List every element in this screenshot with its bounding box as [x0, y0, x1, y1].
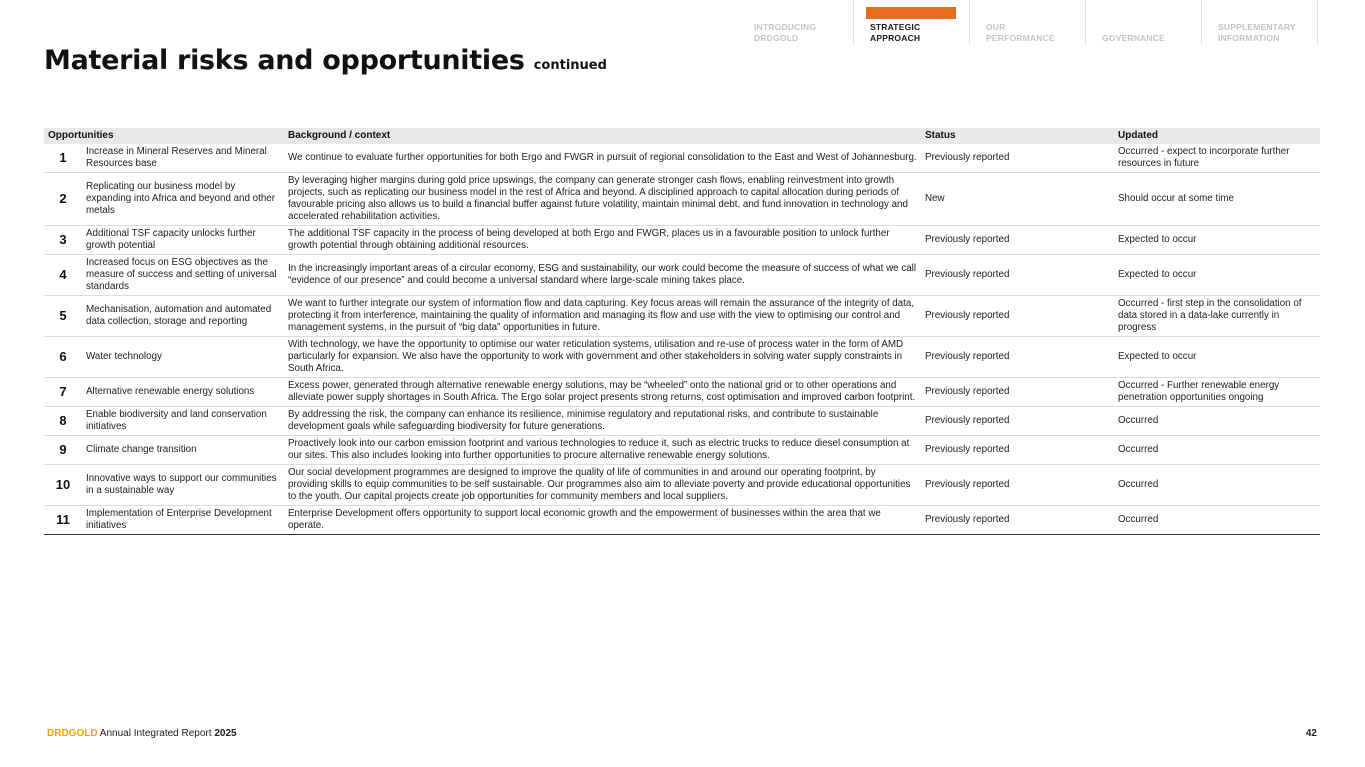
background-cell: Enterprise Development offers opportunity to support local economic growth and the empowerment of businesses within the area that we operate.: [284, 506, 921, 535]
row-number: 10: [44, 465, 82, 506]
table-row: [44, 506, 1320, 535]
background-cell: By leveraging higher margins during gold price upswings, the company can generate stronger cash flows, enabling reinvestment into growth projects, such as replicating our business model in the rest of Africa and beyond. A disciplined approach to capital allocation during periods of favourable pricing also allows us to build a financial buffer against future volatility, maintain minimal debt, and fund innovation in technology and accelerated rehabilitation activities.: [284, 173, 921, 226]
row-number: 4: [44, 255, 82, 296]
status-cell: Previously reported: [921, 255, 1114, 296]
table-row: [44, 436, 1320, 465]
nav-tab-label: OUR PERFORMANCE: [986, 22, 1055, 43]
row-number: 2: [44, 173, 82, 226]
nav-tab-label: STRATEGIC APPROACH: [870, 22, 921, 43]
nav-tab-label: SUPPLEMENTARY INFORMATION: [1218, 22, 1296, 43]
background-cell: By addressing the risk, the company can enhance its resilience, minimise regulatory and reputational risks, and contribute to sustainable development goals while safeguarding biodiversity for future generations.: [284, 407, 921, 436]
table-row: [44, 144, 1320, 173]
background-cell: Proactively look into our carbon emission footprint and various technologies to reduce it, such as electric trucks to reduce diesel consumption at our sites. This also includes looking into further opportunities to procure alternative renewable energy solutions.: [284, 436, 921, 465]
status-cell: Previously reported: [921, 144, 1114, 173]
updated-cell: Expected to occur: [1114, 337, 1320, 378]
footer-report-name: Annual Integrated Report: [99, 728, 212, 739]
page-title-suffix: continued: [533, 58, 607, 73]
background-cell: Excess power, generated through alternative renewable energy solutions, may be “wheeled” onto the national grid or to other operations and alleviate power supply shortages in South Africa. The Ergo solar project presents strong returns, cost optimisation and improved carbon footprint.: [284, 378, 921, 407]
opportunity-cell: Increase in Mineral Reserves and Mineral Resources base: [82, 144, 284, 173]
row-number: 3: [44, 226, 82, 255]
status-cell: Previously reported: [921, 465, 1114, 506]
header-opportunities: Opportunities: [44, 128, 284, 144]
updated-cell: Occurred: [1114, 436, 1320, 465]
row-number: 1: [44, 144, 82, 173]
footer-year: 2025: [214, 728, 237, 739]
header-updated: Updated: [1114, 128, 1320, 144]
table-row: [44, 337, 1320, 378]
background-cell: We continue to evaluate further opportunities for both Ergo and FWGR in pursuit of regional consolidation to the East and West of Johannesburg.: [284, 144, 921, 173]
status-cell: Previously reported: [921, 506, 1114, 535]
updated-cell: Occurred: [1114, 465, 1320, 506]
updated-cell: Expected to occur: [1114, 255, 1320, 296]
footer-brand: DRDGOLD: [47, 728, 98, 739]
table-row: [44, 226, 1320, 255]
opportunities-table: [44, 128, 1320, 535]
nav-tab-2[interactable]: [970, 0, 1086, 45]
updated-cell: Occurred - expect to incorporate further resources in future: [1114, 144, 1320, 173]
header-background: Background / context: [284, 128, 921, 144]
nav-tab-1[interactable]: [854, 0, 970, 45]
table-row: [44, 255, 1320, 296]
table-row: [44, 378, 1320, 407]
updated-cell: Occurred - first step in the consolidation of data stored in a data-lake currently in progress: [1114, 296, 1320, 337]
page-title-text: Material risks and opportunities: [44, 45, 525, 76]
opportunity-cell: Climate change transition: [82, 436, 284, 465]
nav-tab-label: INTRODUCING DRDGOLD: [754, 22, 817, 43]
background-cell: With technology, we have the opportunity to optimise our water reticulation systems, utilisation and re-use of process water in the form of AMD particularly for expansion. We also have the opportunity to work with government and other stakeholders in solving water supply constraints in South Africa.: [284, 337, 921, 378]
status-cell: New: [921, 173, 1114, 226]
opportunity-cell: Replicating our business model by expanding into Africa and beyond and other metals: [82, 173, 284, 226]
row-number: 6: [44, 337, 82, 378]
status-cell: Previously reported: [921, 226, 1114, 255]
table-body: [44, 144, 1320, 535]
nav-tab-3[interactable]: [1086, 0, 1202, 45]
header-status: Status: [921, 128, 1114, 144]
nav-tab-label: GOVERNANCE: [1102, 33, 1165, 43]
page-title: [44, 45, 607, 76]
table-row: [44, 296, 1320, 337]
opportunity-cell: Additional TSF capacity unlocks further growth potential: [82, 226, 284, 255]
footer-report-title: [47, 728, 237, 739]
table-row: [44, 173, 1320, 226]
row-number: 11: [44, 506, 82, 535]
updated-cell: Occurred: [1114, 506, 1320, 535]
status-cell: Previously reported: [921, 296, 1114, 337]
background-cell: We want to further integrate our system of information flow and data capturing. Key focus areas will remain the assurance of the integrity of data, protecting it from interference, maintaining the quality of information and managing its flow and use with the view to optimising our control and management systems, in the pursuit of “big data” opportunities in future.: [284, 296, 921, 337]
background-cell: In the increasingly important areas of a circular economy, ESG and sustainability, our work could become the measure of success of what we call “evidence of our presence” and could become a universal standard where large-scale mining takes place.: [284, 255, 921, 296]
table-header-row: [44, 128, 1320, 144]
section-nav: [738, 0, 1318, 45]
opportunity-cell: Implementation of Enterprise Development initiatives: [82, 506, 284, 535]
row-number: 5: [44, 296, 82, 337]
nav-tab-4[interactable]: [1202, 0, 1318, 45]
status-cell: Previously reported: [921, 436, 1114, 465]
opportunity-cell: Increased focus on ESG objectives as the measure of success and setting of universal standards: [82, 255, 284, 296]
updated-cell: Should occur at some time: [1114, 173, 1320, 226]
row-number: 9: [44, 436, 82, 465]
table-row: [44, 465, 1320, 506]
opportunity-cell: Alternative renewable energy solutions: [82, 378, 284, 407]
background-cell: The additional TSF capacity in the process of being developed at both Ergo and FWGR, places us in a favourable position to unlock further growth potential through obtaining additional resources.: [284, 226, 921, 255]
status-cell: Previously reported: [921, 378, 1114, 407]
background-cell: Our social development programmes are designed to improve the quality of life of communities in and around our operating footprint, by providing skills to equip communities to be self sustainable. Our programmes also aim to alleviate poverty and provide educational opportunities to the youth. Our capital projects create job opportunities for community members and local suppliers.: [284, 465, 921, 506]
updated-cell: Occurred - Further renewable energy penetration opportunities ongoing: [1114, 378, 1320, 407]
opportunity-cell: Mechanisation, automation and automated data collection, storage and reporting: [82, 296, 284, 337]
status-cell: Previously reported: [921, 407, 1114, 436]
active-tab-indicator: [866, 7, 956, 19]
updated-cell: Occurred: [1114, 407, 1320, 436]
row-number: 8: [44, 407, 82, 436]
opportunity-cell: Water technology: [82, 337, 284, 378]
row-number: 7: [44, 378, 82, 407]
status-cell: Previously reported: [921, 337, 1114, 378]
table-row: [44, 407, 1320, 436]
opportunity-cell: Innovative ways to support our communities in a sustainable way: [82, 465, 284, 506]
opportunity-cell: Enable biodiversity and land conservation initiatives: [82, 407, 284, 436]
page-number: 42: [1305, 728, 1317, 739]
updated-cell: Expected to occur: [1114, 226, 1320, 255]
nav-tab-0[interactable]: [738, 0, 854, 45]
